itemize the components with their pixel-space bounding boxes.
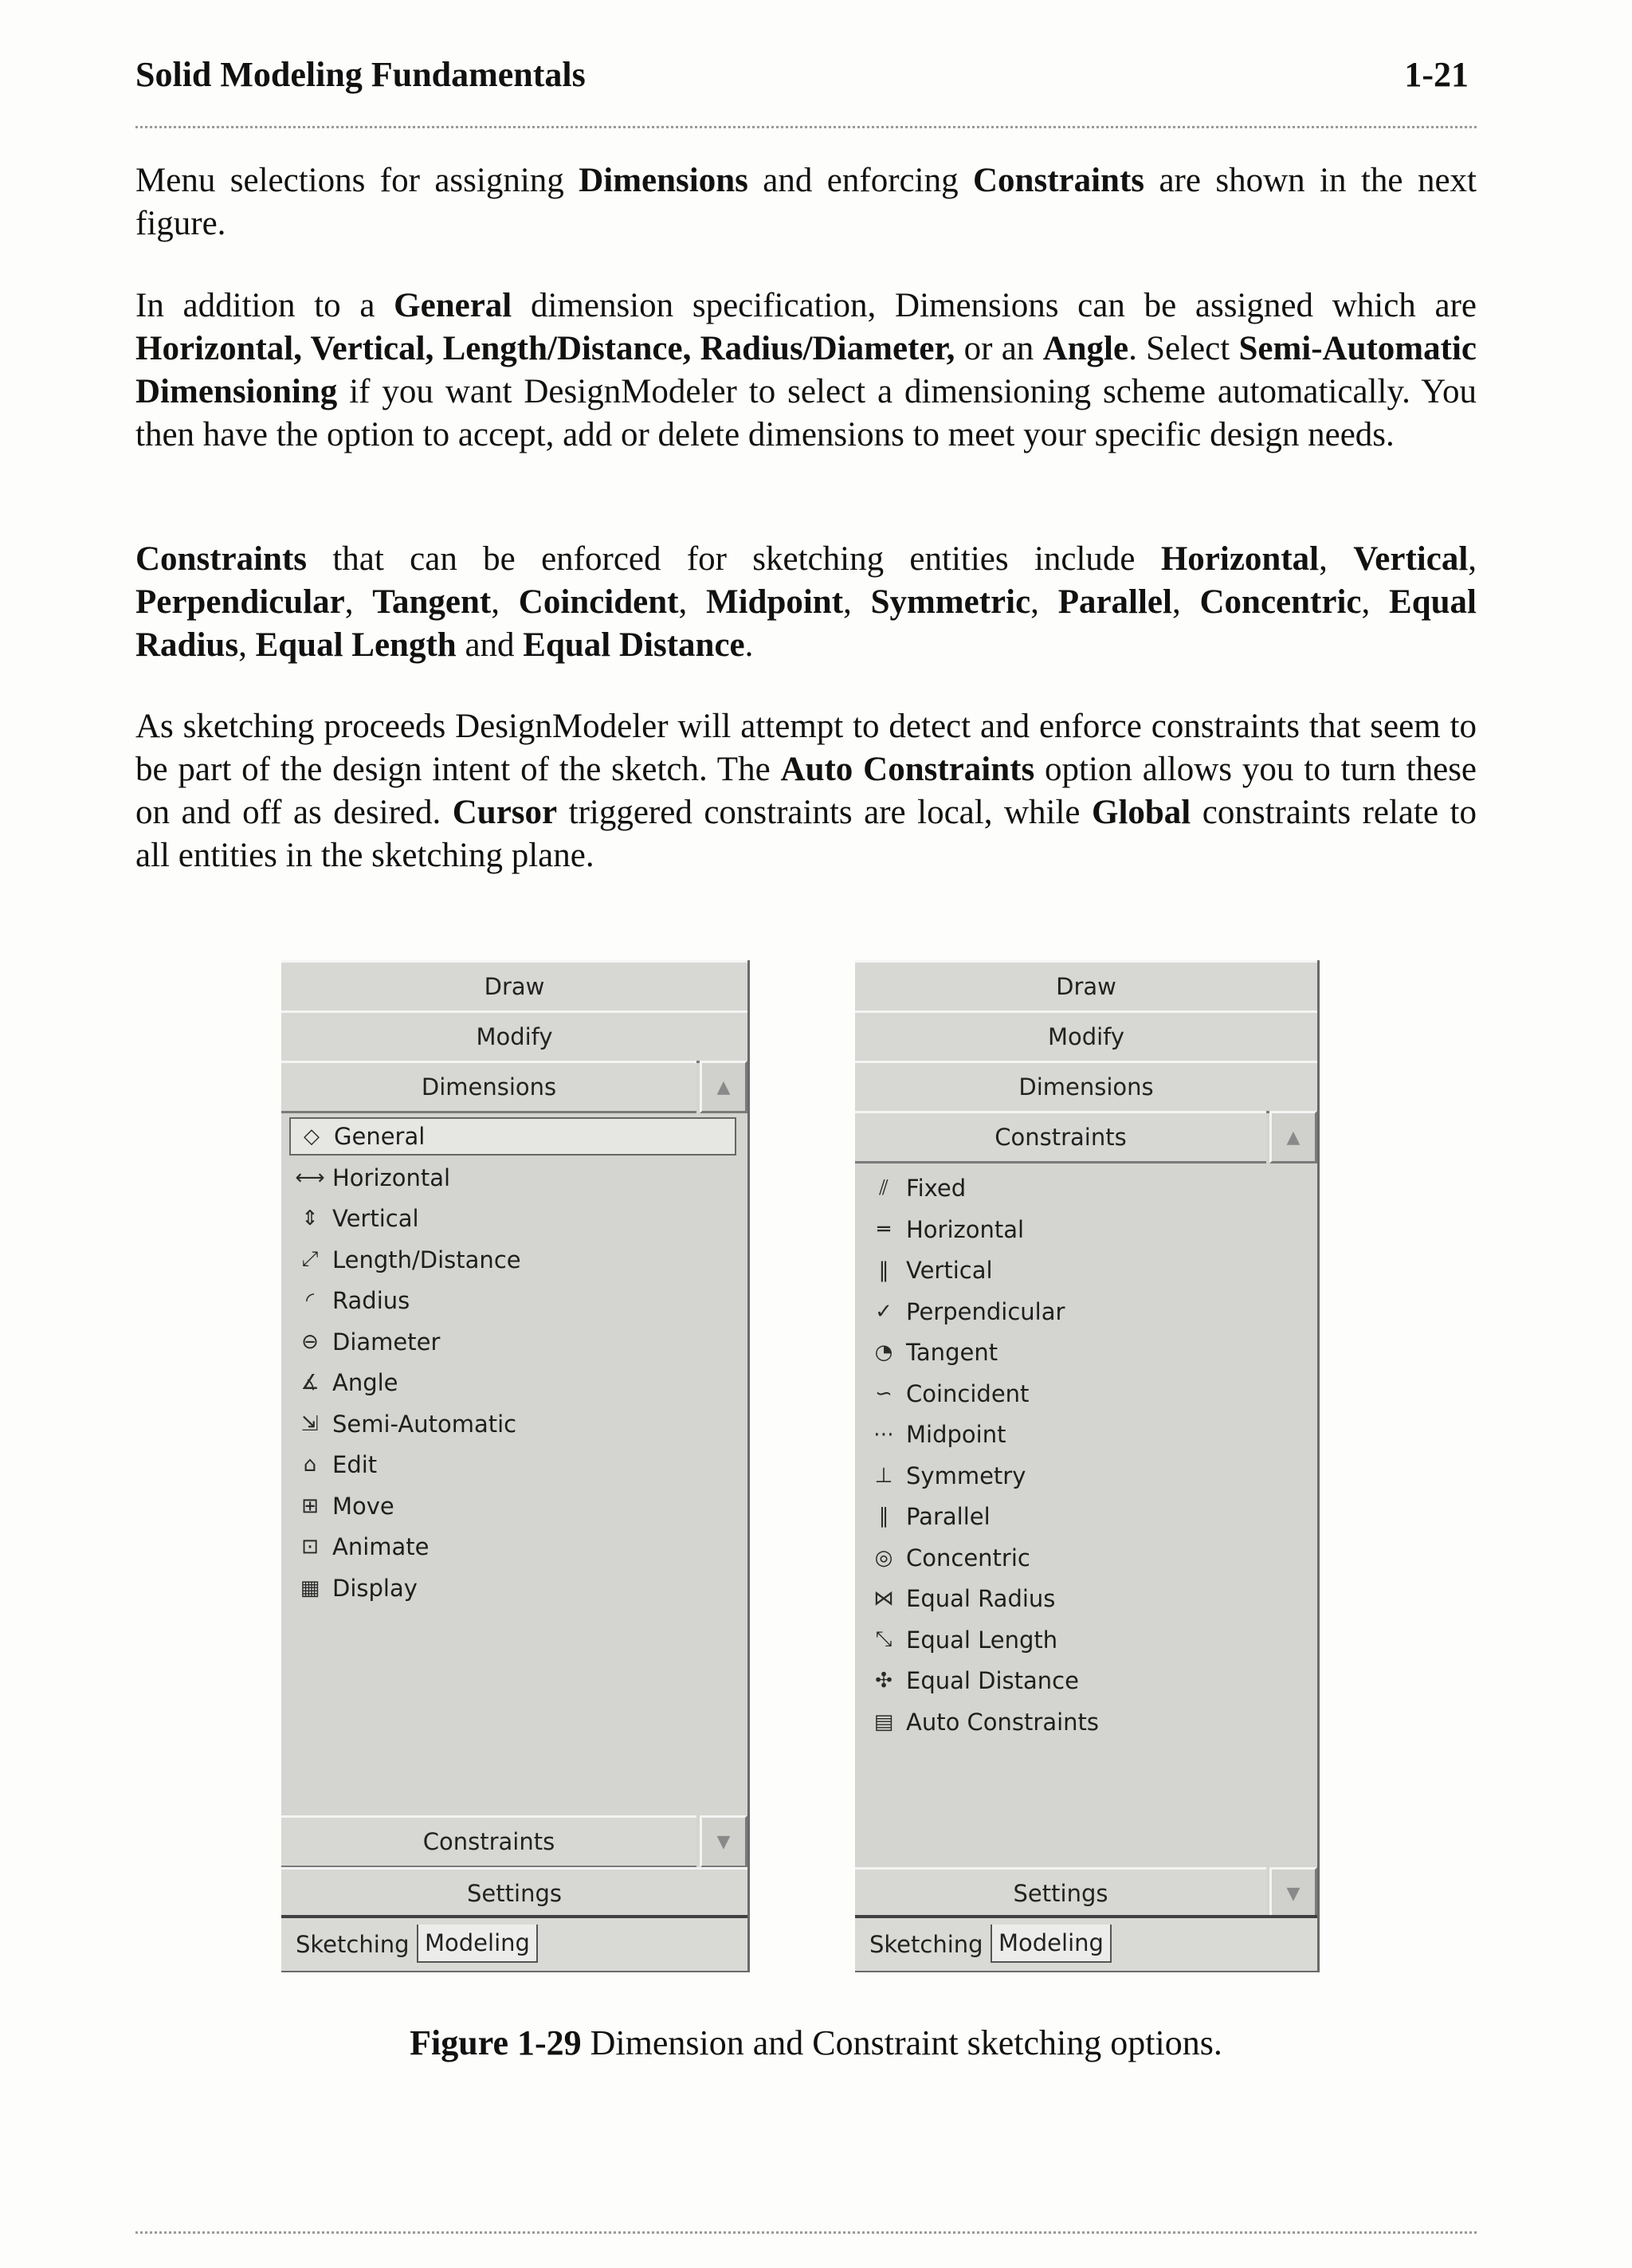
text-run: , xyxy=(344,583,373,621)
equal-distance-icon: ✣ xyxy=(875,1669,892,1693)
bold-term: Dimensions xyxy=(579,162,748,199)
menu-item-move[interactable] xyxy=(291,1487,394,1525)
menu-item-tangent[interactable] xyxy=(865,1333,998,1371)
menu-item-label: Horizontal xyxy=(332,1163,451,1191)
menu-item-auto-constraints[interactable] xyxy=(865,1703,1099,1741)
menu-item-symmetry[interactable] xyxy=(865,1457,1026,1495)
page-header-title: Solid Modeling Fundamentals xyxy=(135,55,586,94)
paragraph-1 xyxy=(135,159,1477,245)
tangent-icon: ◔ xyxy=(874,1340,893,1364)
menu-item-label: Edit xyxy=(332,1451,378,1478)
menu-item-vertical[interactable] xyxy=(291,1199,419,1238)
menu-item-label: Symmetry xyxy=(906,1462,1026,1489)
scroll-down-button[interactable] xyxy=(1269,1867,1317,1920)
scroll-down-button[interactable] xyxy=(700,1815,747,1868)
menu-item-label: Animate xyxy=(332,1533,430,1560)
menu-item-equal-length[interactable] xyxy=(865,1621,1057,1659)
text-run: , xyxy=(1030,583,1058,621)
scroll-up-icon: ▲ xyxy=(1286,1127,1300,1148)
text-run: are shown in the next figure. xyxy=(135,162,1477,242)
menu-item-perpendicular[interactable] xyxy=(865,1293,1065,1331)
bold-term: Perpendicular xyxy=(135,583,345,621)
dimensions-panel xyxy=(281,960,750,1972)
scroll-up-button[interactable] xyxy=(700,1061,747,1113)
menu-item-equal-distance[interactable] xyxy=(865,1662,1079,1700)
text-run: In addition to a xyxy=(135,287,394,324)
scroll-up-button[interactable] xyxy=(1269,1111,1317,1163)
semi-automatic-icon: ⇲ xyxy=(301,1411,319,1436)
menu-item-vertical[interactable] xyxy=(865,1251,993,1289)
menu-item-edit[interactable] xyxy=(291,1446,377,1484)
bold-term: Parallel xyxy=(1057,583,1172,621)
tab-sketching[interactable]: Sketching xyxy=(296,1931,410,1958)
menu-item-label: Vertical xyxy=(906,1257,993,1284)
bold-term: Vertical xyxy=(1353,540,1469,578)
menu-item-length-distance[interactable] xyxy=(291,1241,521,1279)
modify-bar[interactable]: Modify xyxy=(855,1010,1317,1063)
menu-item-diameter[interactable] xyxy=(291,1323,440,1361)
text-run: and xyxy=(456,626,524,664)
modify-bar[interactable]: Modify xyxy=(281,1010,747,1063)
settings-bar[interactable]: Settings xyxy=(855,1867,1266,1920)
paragraph-3 xyxy=(135,538,1477,667)
constraints-bar[interactable]: Constraints xyxy=(855,1111,1266,1163)
menu-item-label: Angle xyxy=(332,1369,398,1396)
settings-bar[interactable]: Settings xyxy=(281,1867,747,1920)
text-run: if you want DesignModeler to select a dimensioning scheme automatically. You then have the option to accept, add or delete dimensions to meet your specific design needs. xyxy=(135,373,1477,453)
text-run: . xyxy=(744,626,754,664)
text-run: . Select xyxy=(1128,330,1239,367)
general-dimension-icon: ◇ xyxy=(304,1124,320,1148)
bold-term: Concentric xyxy=(1199,583,1362,621)
figure-caption-text: Dimension and Constraint sketching options. xyxy=(581,2023,1222,2062)
page-number: 1-21 xyxy=(1404,55,1469,94)
draw-bar[interactable]: Draw xyxy=(281,960,747,1013)
constraints-panel xyxy=(855,960,1320,1972)
tab-modeling[interactable]: Modeling xyxy=(991,1925,1112,1963)
menu-item-label: Display xyxy=(332,1574,418,1602)
bold-term: Global xyxy=(1092,794,1191,831)
menu-item-label: Semi-Automatic xyxy=(332,1410,517,1438)
menu-item-horizontal[interactable] xyxy=(865,1211,1024,1249)
menu-item-midpoint[interactable] xyxy=(865,1415,1006,1454)
menu-item-label: Equal Radius xyxy=(906,1585,1056,1612)
scroll-down-icon: ▼ xyxy=(1286,1883,1300,1904)
bold-term: Cursor xyxy=(452,794,558,831)
bold-term: Equal Radius xyxy=(135,583,1477,664)
length-distance-icon: ⤢ xyxy=(301,1247,319,1271)
menu-item-label: Parallel xyxy=(906,1503,991,1530)
text-run: As sketching proceeds DesignModeler will attempt to detect and enforce constraints that seem to be part of the design intent of the sketch. The xyxy=(135,708,1477,788)
menu-item-semi-automatic[interactable] xyxy=(291,1405,516,1443)
text-run: dimension specification, Dimensions can be assigned which are xyxy=(512,287,1477,324)
tab-sketching[interactable]: Sketching xyxy=(869,1931,983,1958)
text-run: triggered constraints are local, while xyxy=(557,794,1092,831)
bold-term: General xyxy=(394,287,512,324)
fixed-icon: ⫽ xyxy=(879,1175,889,1200)
text-run: , xyxy=(1319,540,1354,578)
coincident-icon: ∽ xyxy=(875,1381,892,1406)
auto-constraints-icon: ▤ xyxy=(873,1709,894,1734)
bold-term: Horizontal, Vertical, Length/Distance, Radius/Diameter, xyxy=(135,330,955,367)
perpendicular-icon: ✓ xyxy=(875,1299,892,1324)
scroll-up-icon: ▲ xyxy=(716,1077,731,1097)
menu-item-label: Concentric xyxy=(906,1544,1030,1572)
text-run: , xyxy=(678,583,706,621)
menu-item-label: Length/Distance xyxy=(332,1246,521,1273)
bold-term: Constraints xyxy=(973,162,1145,199)
menu-item-label: Midpoint xyxy=(906,1421,1006,1448)
footer-rule xyxy=(135,2231,1477,2234)
bold-term: Horizontal xyxy=(1160,540,1320,578)
text-run: , xyxy=(1361,583,1390,621)
text-run: , xyxy=(1468,540,1477,578)
dimensions-bar[interactable]: Dimensions xyxy=(855,1061,1317,1113)
bold-term: Coincident xyxy=(518,583,679,621)
bold-term: Semi-Automatic Dimensioning xyxy=(135,330,1477,410)
menu-item-radius[interactable] xyxy=(291,1281,410,1320)
menu-item-display[interactable] xyxy=(291,1569,418,1607)
text-run: , xyxy=(491,583,519,621)
draw-bar[interactable]: Draw xyxy=(855,960,1317,1013)
text-run: Menu selections for assigning xyxy=(135,162,579,199)
text-run: constraints relate to all entities in the sketching plane. xyxy=(135,794,1477,874)
menu-item-label: Auto Constraints xyxy=(906,1708,1100,1736)
angle-icon: ∡ xyxy=(300,1371,320,1395)
menu-item-label: Diameter xyxy=(332,1328,441,1356)
text-run: that can be enforced for sketching entities include xyxy=(307,540,1161,578)
dimensions-bar[interactable]: Dimensions xyxy=(281,1061,696,1113)
menu-item-angle[interactable] xyxy=(291,1364,398,1402)
text-run: , xyxy=(843,583,871,621)
diameter-icon: ⊖ xyxy=(301,1329,319,1354)
edit-icon: ⌂ xyxy=(303,1453,317,1477)
menu-item-fixed[interactable] xyxy=(865,1169,966,1207)
parallel-icon: ∥ xyxy=(878,1505,889,1528)
menu-item-label: Horizontal xyxy=(906,1215,1025,1243)
panel-tabs xyxy=(855,1915,1317,1971)
bold-term: Auto Constraints xyxy=(780,751,1035,788)
menu-item-coincident[interactable] xyxy=(865,1375,1029,1413)
menu-item-label: General xyxy=(334,1123,426,1150)
concentric-icon: ◎ xyxy=(874,1545,893,1570)
figure-label: Figure 1-29 xyxy=(410,2023,582,2062)
scroll-down-icon: ▼ xyxy=(716,1831,731,1852)
menu-item-general[interactable] xyxy=(289,1117,736,1156)
paragraph-4 xyxy=(135,705,1477,877)
bold-term: Equal Distance xyxy=(523,626,745,664)
menu-item-label: Equal Length xyxy=(906,1626,1058,1654)
menu-item-horizontal[interactable] xyxy=(291,1159,450,1197)
bold-term: Angle xyxy=(1042,330,1129,367)
midpoint-icon: ⋯ xyxy=(873,1422,894,1446)
menu-item-equal-radius[interactable] xyxy=(865,1579,1055,1618)
menu-item-label: Perpendicular xyxy=(906,1297,1065,1325)
text-run: option allows you to turn these on and off as desired. xyxy=(135,751,1477,831)
tab-modeling[interactable]: Modeling xyxy=(417,1925,538,1963)
menu-item-animate[interactable] xyxy=(291,1528,430,1566)
equal-length-icon: ⤡ xyxy=(875,1627,892,1651)
menu-item-label: Move xyxy=(332,1492,394,1520)
display-icon: ▦ xyxy=(300,1575,320,1600)
text-run: , xyxy=(1171,583,1200,621)
menu-item-parallel[interactable] xyxy=(865,1497,991,1536)
move-icon: ⊞ xyxy=(301,1493,319,1518)
text-run: and enforcing xyxy=(747,162,973,199)
vertical-dimension-icon: ⇕ xyxy=(301,1207,319,1230)
animate-icon: ⊡ xyxy=(301,1535,319,1559)
panel-tabs xyxy=(281,1915,747,1971)
bold-term: Symmetric xyxy=(870,583,1031,621)
menu-item-label: Radius xyxy=(332,1287,410,1314)
bold-term: Midpoint xyxy=(706,583,844,621)
constraints-bar[interactable]: Constraints xyxy=(281,1815,696,1868)
figure-caption xyxy=(0,2023,1632,2063)
menu-item-label: Coincident xyxy=(906,1379,1030,1407)
horizontal-constraint-icon: ═ xyxy=(877,1217,890,1242)
symmetry-icon: ⊥ xyxy=(874,1463,893,1488)
menu-item-label: Fixed xyxy=(906,1175,967,1202)
vertical-constraint-icon: ‖ xyxy=(878,1258,889,1282)
text-run: , xyxy=(238,626,256,664)
menu-item-label: Tangent xyxy=(906,1339,998,1366)
equal-radius-icon: ⋈ xyxy=(873,1587,894,1611)
bold-term: Equal Length xyxy=(255,626,457,664)
bold-term: Tangent xyxy=(372,583,492,621)
horizontal-dimension-icon: ⟷ xyxy=(295,1165,325,1190)
paragraph-2 xyxy=(135,284,1477,457)
radius-icon: ◜ xyxy=(305,1289,315,1313)
menu-item-label: Equal Distance xyxy=(906,1667,1079,1694)
bold-term: Constraints xyxy=(135,540,308,578)
menu-item-concentric[interactable] xyxy=(865,1539,1030,1577)
menu-item-label: Vertical xyxy=(332,1205,419,1232)
header-rule xyxy=(135,126,1477,128)
text-run: or an xyxy=(955,330,1043,367)
